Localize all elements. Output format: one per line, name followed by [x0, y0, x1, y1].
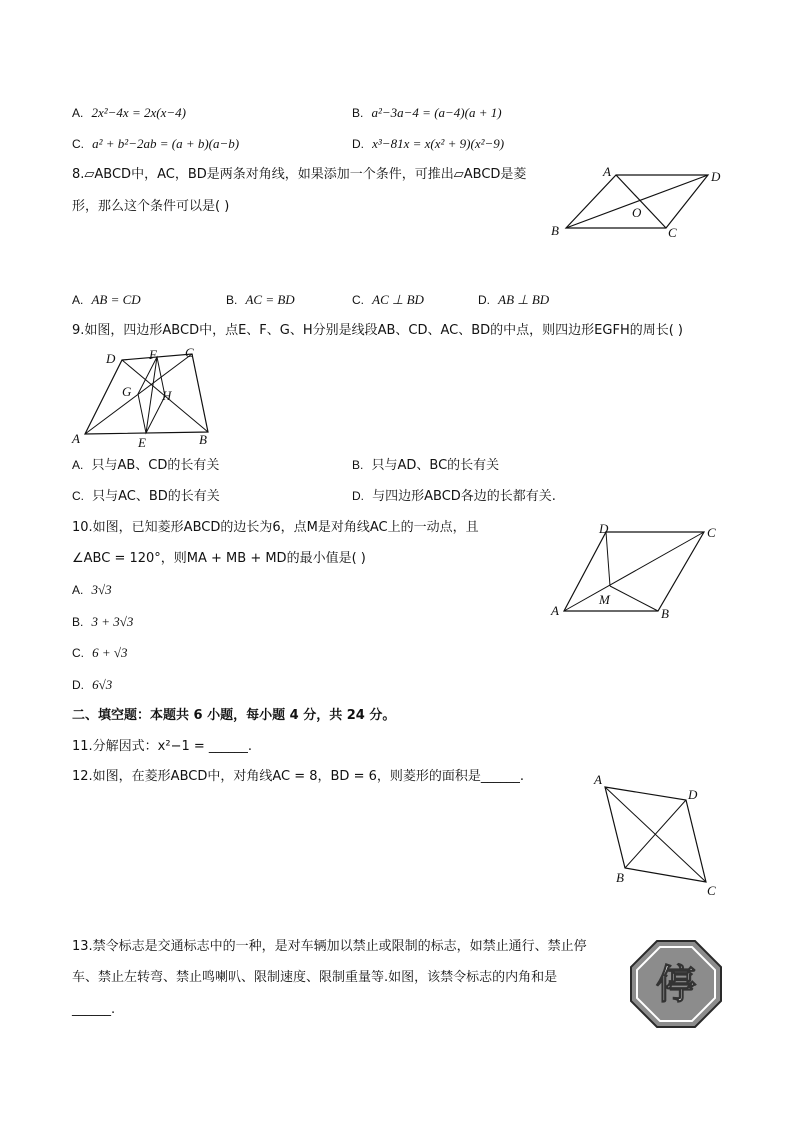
- option-text: AB = CD: [91, 292, 141, 307]
- q13-stem-line3: ______.: [72, 1002, 116, 1017]
- q8-parallelogram-figure: [548, 160, 738, 245]
- option-text: AC = BD: [245, 292, 295, 307]
- segment-mb: [610, 586, 658, 611]
- q7-option-c: [72, 135, 239, 154]
- q13-stem-line2: 车、禁止左转弯、禁止鸣喇叭、限制速度、限制重量等.如图，该禁令标志的内角和是: [72, 970, 558, 985]
- option-letter: B.: [352, 106, 364, 120]
- label-a: A: [551, 603, 559, 618]
- option-text: 2x²−4x = 2x(x−4): [91, 105, 186, 120]
- option-text: a²−3a−4 = (a−4)(a + 1): [371, 105, 502, 120]
- label-a: A: [603, 164, 611, 179]
- q9-stem: 9.如图，四边形ABCD中，点E、F、G、H分别是线段AB、CD、AC、BD的中点，则四边形EGFH的周长( ): [72, 323, 684, 338]
- q8-stem-line2: 形，那么这个条件可以是( ): [72, 199, 230, 214]
- option-text: x³−81x = x(x² + 9)(x²−9): [372, 136, 505, 151]
- option-letter: C.: [72, 137, 84, 151]
- q8-option-d: [478, 291, 549, 310]
- q9-option-c: [72, 487, 220, 506]
- option-text: 与四边形ABCD各边的长都有关.: [372, 489, 556, 504]
- label-a: A: [594, 772, 602, 787]
- label-e: E: [138, 435, 146, 450]
- option-letter: C.: [72, 646, 84, 660]
- label-b: B: [616, 870, 624, 885]
- q9-option-a: [72, 456, 219, 475]
- label-a: A: [72, 431, 80, 446]
- q11-stem: 11.分解因式：x²−1 = ______.: [72, 739, 253, 754]
- q10-rhombus-figure: [546, 518, 726, 624]
- q12-stem: 12.如图，在菱形ABCD中，对角线AC = 8，BD = 6，则菱形的面积是______.: [72, 769, 525, 784]
- q7-option-a: [72, 104, 186, 123]
- q13-stem-line1: 13.禁令标志是交通标志中的一种，是对车辆加以禁止或限制的标志，如禁止通行、禁止停: [72, 939, 587, 954]
- label-d: D: [711, 169, 721, 184]
- q10-option-b: [72, 613, 133, 632]
- label-g: G: [122, 384, 132, 399]
- q10-stem-line1: 10.如图，已知菱形ABCD的边长为6，点M是对角线AC上的一动点，且: [72, 520, 479, 535]
- label-f: F: [149, 347, 157, 362]
- option-letter: C.: [352, 293, 364, 307]
- section-heading: 二、填空题：本题共 6 小题，每小题 4 分，共 24 分。: [72, 708, 396, 723]
- option-letter: D.: [352, 489, 364, 503]
- q7-option-b: [352, 104, 502, 123]
- q10-option-d: [72, 676, 112, 695]
- q8-option-b: [226, 291, 295, 310]
- label-m: M: [599, 592, 610, 607]
- option-letter: B.: [226, 293, 238, 307]
- option-letter: B.: [352, 458, 364, 472]
- q10-option-a: [72, 581, 112, 600]
- label-d: D: [106, 351, 116, 366]
- label-c: C: [185, 345, 194, 360]
- option-letter: D.: [478, 293, 490, 307]
- option-text: 6√3: [92, 677, 113, 692]
- q10-stem-line2: ∠ABC = 120°，则MA + MB + MD的最小值是( ): [72, 551, 366, 566]
- label-b: B: [661, 606, 669, 621]
- label-c: C: [707, 883, 716, 898]
- stop-sign-figure: [628, 938, 724, 1030]
- label-c: C: [668, 225, 677, 240]
- q9-option-d: [352, 487, 556, 506]
- option-letter: C.: [72, 489, 84, 503]
- q10-option-c: [72, 644, 128, 663]
- option-letter: D.: [352, 137, 364, 151]
- option-text: AB ⊥ BD: [498, 292, 550, 307]
- diagonal-ac: [616, 175, 666, 228]
- q9-option-b: [352, 456, 499, 475]
- label-d: D: [688, 787, 698, 802]
- segment-dm: [606, 532, 610, 586]
- option-letter: B.: [72, 615, 84, 629]
- option-text: a² + b²−2ab = (a + b)(a−b): [92, 136, 240, 151]
- option-letter: D.: [72, 678, 84, 692]
- option-letter: A.: [72, 458, 84, 472]
- sign-character: 停: [656, 962, 696, 1008]
- label-b: B: [551, 223, 559, 238]
- option-text: 6 + √3: [92, 645, 128, 660]
- option-text: 3 + 3√3: [91, 614, 134, 629]
- q12-rhombus-figure: [588, 770, 728, 900]
- option-letter: A.: [72, 106, 84, 120]
- q9-quadrilateral-figure: [68, 344, 218, 452]
- q7-option-d: [352, 135, 504, 154]
- option-text: 只与AD、BC的长有关: [371, 458, 500, 473]
- label-o: O: [632, 205, 642, 220]
- q8-option-c: [352, 291, 424, 310]
- option-text: 3√3: [91, 582, 112, 597]
- option-text: 只与AC、BD的长有关: [92, 489, 220, 504]
- label-h: H: [162, 388, 172, 403]
- option-text: AC ⊥ BD: [372, 292, 424, 307]
- option-text: 只与AB、CD的长有关: [91, 458, 220, 473]
- option-letter: A.: [72, 293, 84, 307]
- q8-option-a: [72, 291, 141, 310]
- label-b: B: [199, 432, 207, 447]
- label-d: D: [599, 521, 609, 536]
- label-c: C: [707, 525, 716, 540]
- option-letter: A.: [72, 583, 84, 597]
- quadrilateral-outline: [85, 354, 208, 434]
- diagonal-bd: [625, 800, 686, 868]
- q8-stem-line1: 8.▱ABCD中，AC，BD是两条对角线，如果添加一个条件，可推出▱ABCD是菱: [72, 167, 527, 182]
